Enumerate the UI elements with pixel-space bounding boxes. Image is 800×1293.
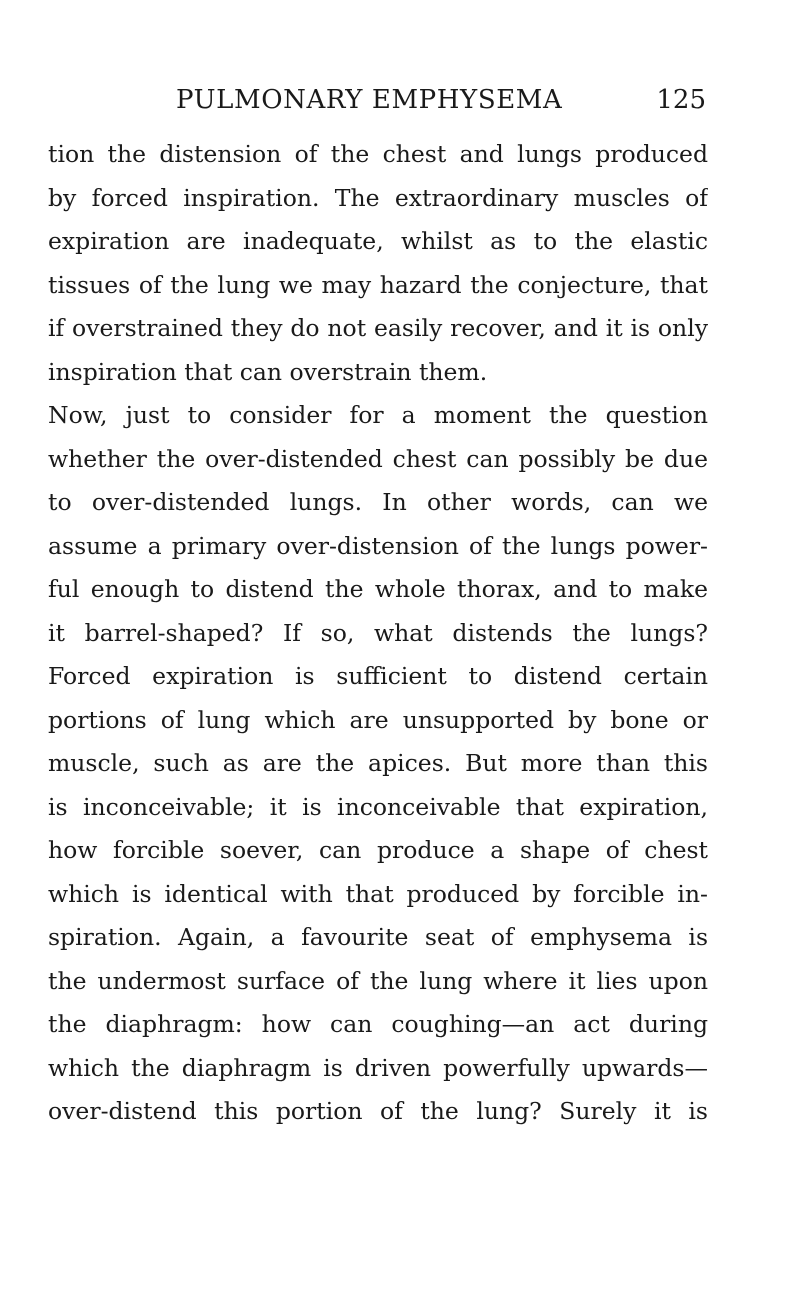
text-line: Forced expiration is sufficient to distend certain: [48, 662, 708, 690]
text-line: tion the distension of the chest and lungs produced: [48, 140, 708, 168]
text-line: portions of lung which are unsupported by bone or: [48, 705, 708, 734]
text-line: which the diaphragm is driven powerfully upwards—: [48, 1053, 708, 1082]
text-line: Now, just to consider for a moment the question: [48, 401, 708, 429]
text-line: which is identical with that produced by forcible in-: [48, 879, 708, 908]
text-line: is inconceivable; it is inconceivable that expiration,: [48, 792, 708, 821]
text-line: if overstrained they do not easily recover, and it is only: [48, 314, 708, 342]
text-line: it barrel-shaped? If so, what distends the lungs?: [48, 618, 708, 647]
text-line: expiration are inadequate, whilst as to the elastic: [48, 227, 708, 255]
text-line: to over-distended lungs. In other words, can we: [48, 488, 708, 516]
text-line: tissues of the lung we may hazard the conjecture, that: [48, 270, 708, 299]
text-line: the diaphragm: how can coughing—an act during: [48, 1010, 708, 1038]
text-line: by forced inspiration. The extraordinary muscles of: [48, 183, 708, 212]
body-text: [48, 133, 708, 1134]
text-line: over-distend this portion of the lung? Surely it is: [48, 1097, 708, 1125]
text-line: muscle, such as are the apices. But more than this: [48, 749, 708, 777]
text-line: ful enough to distend the whole thorax, and to make: [48, 575, 708, 603]
running-title: PULMONARY EMPHYSEMA: [176, 85, 563, 115]
text-line: how forcible soever, can produce a shape of chest: [48, 836, 708, 864]
text-line: spiration. Again, a favourite seat of emphysema is: [48, 923, 708, 951]
text-line: assume a primary over-distension of the lungs power-: [48, 531, 708, 560]
page-number: 125: [656, 85, 706, 115]
text-line: inspiration that can overstrain them.: [48, 357, 488, 386]
running-head: [176, 80, 706, 120]
text-line: the undermost surface of the lung where it lies upon: [48, 966, 708, 995]
text-line: whether the over-distended chest can possibly be due: [48, 444, 708, 473]
